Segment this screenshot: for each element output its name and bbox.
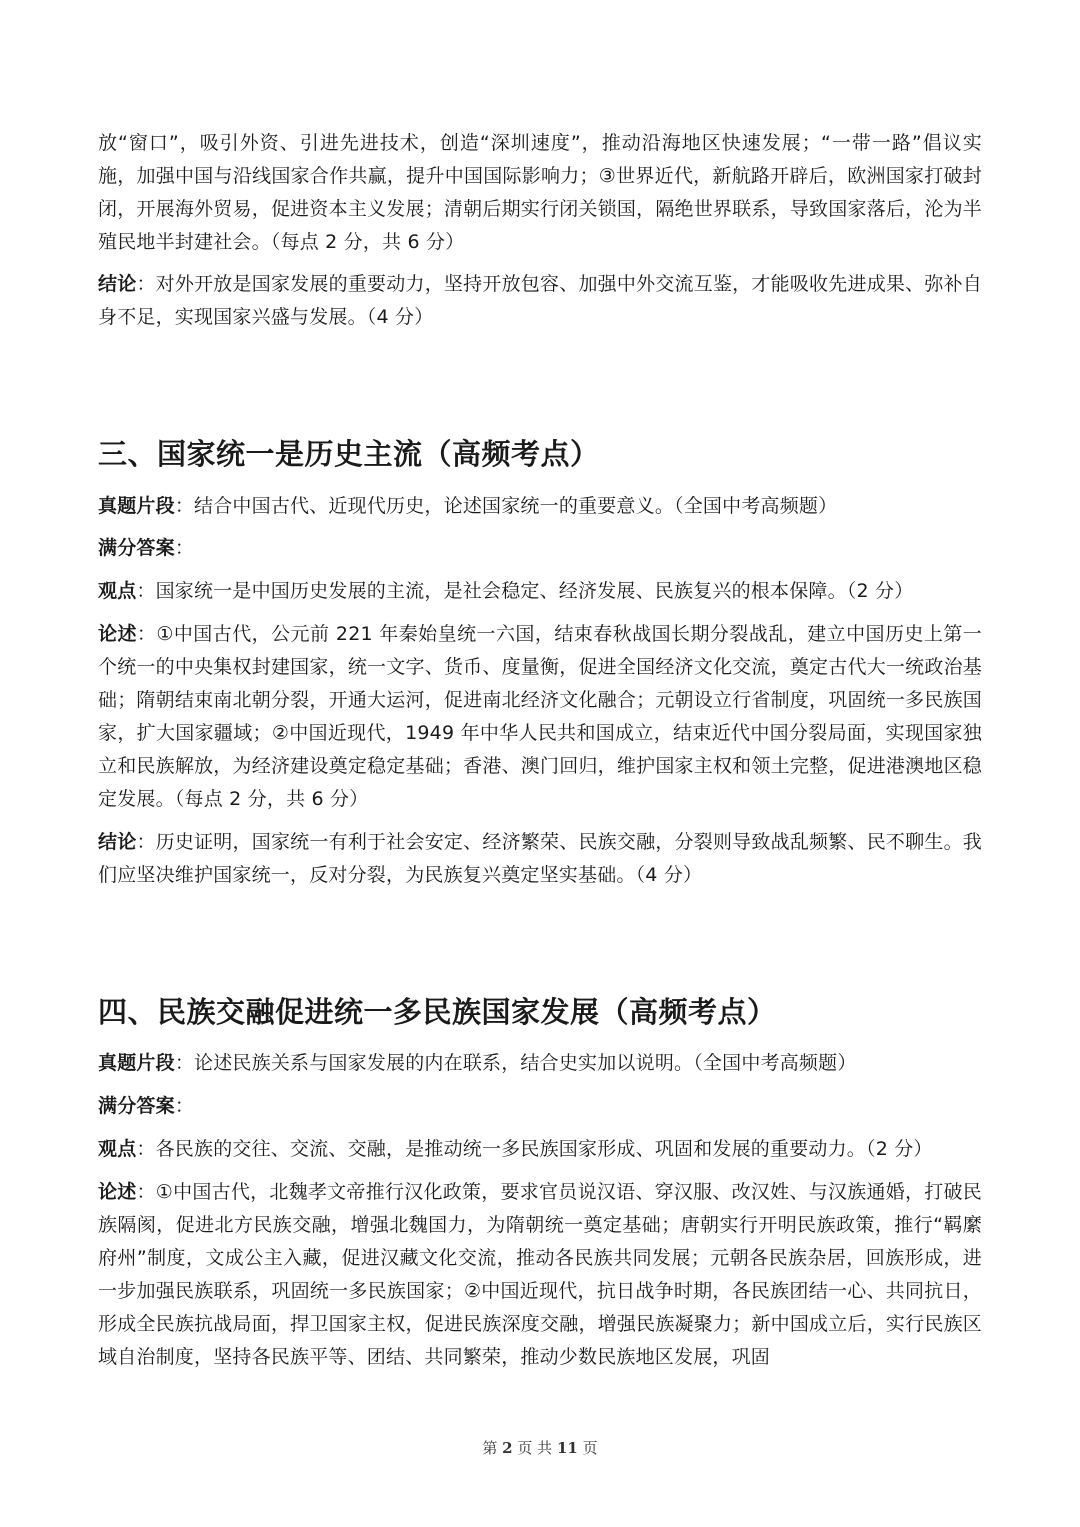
footer-middle: 页 共: [517, 1439, 553, 1457]
conclusion-text: ：对外开放是国家发展的重要动力，坚持开放包容、加强中外交流互鉴，才能吸收先进成果、弥补自身不足，实现国家兴盛与发展。（4 分）: [98, 273, 982, 328]
viewpoint-text: ：国家统一是中国历史发展的主流，是社会稳定、经济发展、民族复兴的根本保障。（2 分）: [136, 580, 914, 602]
viewpoint-text: ：各民族的交往、交流、交融，是推动统一多民族国家形成、巩固和发展的重要动力。（2 分）: [136, 1138, 933, 1160]
section4-question: [98, 1047, 982, 1080]
answer-colon: ：: [174, 1095, 195, 1117]
argument-label: 论述: [98, 1181, 137, 1203]
answer-label: 满分答案: [98, 537, 175, 559]
question-label: 真题片段: [98, 1052, 175, 1074]
question-label: 真题片段: [98, 495, 175, 517]
viewpoint-label: 观点: [98, 1138, 137, 1160]
section3-conclusion: [98, 826, 982, 892]
conclusion-label: 结论: [98, 831, 137, 853]
section4-viewpoint: [98, 1133, 982, 1166]
answer-colon: ：: [174, 537, 195, 559]
section3-question: [98, 490, 982, 523]
total-page-number: 11: [556, 1439, 578, 1457]
question-text: ：论述民族关系与国家发展的内在联系，结合史实加以说明。（全国中考高频题）: [174, 1052, 857, 1074]
argument-text: ：①中国古代，公元前 221 年秦始皇统一六国，结束春秋战国长期分裂战乱，建立中国历史上第一个统一的中央集权封建国家，统一文字、货币、度量衡，促进全国经济文化交流，奠定古代大一统政治基础；隋朝结束南北朝分裂，开通大运河，促进南北经济文化融合；元朝设立行省制度，巩固统一多民族国家，扩大国家疆域；②中国近现代，1949 年中华人民共和国成立，结束近代中国分裂局面，实现国家独立和民族解放，为经济建设奠定稳定基础；香港、澳门回归，维护国家主权和领土完整，促进港澳地区稳定发展。（每点 2 分，共 6 分）: [98, 623, 982, 810]
section2-conclusion: [98, 268, 982, 334]
conclusion-text: ：历史证明，国家统一有利于社会安定、经济繁荣、民族交融，分裂则导致战乱频繁、民不聊生。我们应坚决维护国家统一，反对分裂，为民族复兴奠定坚实基础。（4 分）: [98, 831, 982, 886]
argument-text: 放“窗口”，吸引外资、引进先进技术，创造“深圳速度”，推动沿海地区快速发展；“一带一路”倡议实施，加强中国与沿线国家合作共赢，提升中国国际影响力；③世界近代，新航路开辟后，欧洲国家打破封闭，开展海外贸易，促进资本主义发展；清朝后期实行闭关锁国，隔绝世界联系，导致国家落后，沦为半殖民地半封建社会。（每点 2 分，共 6 分）: [98, 132, 982, 253]
answer-label: 满分答案: [98, 1095, 175, 1117]
section2-argument-tail: [98, 127, 982, 259]
section4-answer-heading: [98, 1090, 982, 1123]
footer-suffix: 页: [582, 1439, 598, 1457]
argument-label: 论述: [98, 623, 137, 645]
conclusion-label: 结论: [98, 273, 137, 295]
question-text: ：结合中国古代、近现代历史，论述国家统一的重要意义。（全国中考高频题）: [174, 495, 838, 517]
viewpoint-label: 观点: [98, 580, 137, 602]
section3-argument: [98, 618, 982, 816]
footer-prefix: 第: [482, 1439, 498, 1457]
page-footer: [0, 1437, 1080, 1459]
section3-viewpoint: [98, 575, 982, 608]
current-page-number: 2: [502, 1439, 513, 1457]
section4-argument: [98, 1176, 982, 1374]
section4-heading: 四、民族交融促进统一多民族国家发展（高频考点）: [98, 995, 777, 1029]
argument-text: ：①中国古代，北魏孝文帝推行汉化政策，要求官员说汉语、穿汉服、改汉姓、与汉族通婚，打破民族隔阂，促进北方民族交融，增强北魏国力，为隋朝统一奠定基础；唐朝实行开明民族政策，推行“羁縻府州”制度，文成公主入藏，促进汉藏文化交流，推动各民族共同发展；元朝各民族杂居，回族形成，进一步加强民族联系，巩固统一多民族国家；②中国近现代，抗日战争时期，各民族团结一心、共同抗日，形成全民族抗战局面，捍卫国家主权，促进民族深度交融，增强民族凝聚力；新中国成立后，实行民族区域自治制度，坚持各民族平等、团结、共同繁荣，推动少数民族地区发展，巩固: [98, 1181, 982, 1368]
section3-heading: 三、国家统一是历史主流（高频考点）: [98, 437, 600, 471]
section3-answer-heading: [98, 532, 982, 565]
